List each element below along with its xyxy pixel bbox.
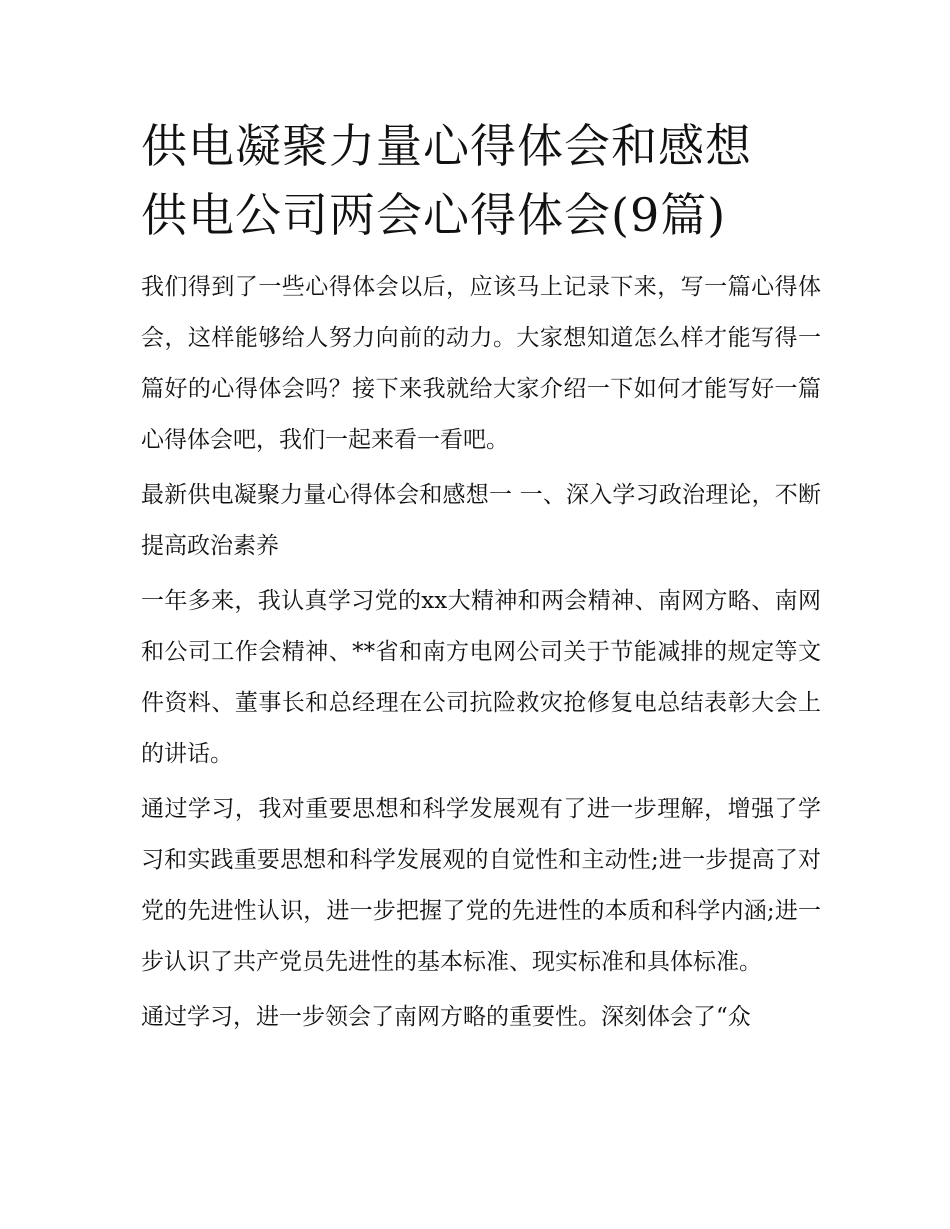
strategy-paragraph: 通过学习，进一步领会了南网方略的重要性。深刻体会了“众 bbox=[141, 1004, 751, 1030]
section-heading-paragraph: 最新供电凝聚力量心得体会和感想一 一、深入学习政治理论，不断提高政治素养 bbox=[141, 482, 821, 559]
document-title bbox=[141, 112, 821, 250]
study-paragraph: 一年多来，我认真学习党的xx大精神和两会精神、南网方略、南网和公司工作会精神、**省和南方电网公司关于节能减排的规定等文件资料、董事长和总经理在公司抗险救灾抢修复电总结表彰大会上的讲话。 bbox=[141, 588, 821, 767]
document-body bbox=[141, 112, 821, 1047]
title-line-2: 供电公司两会心得体会(9篇) bbox=[141, 188, 727, 242]
intro-paragraph: 我们得到了一些心得体会以后，应该马上记录下来，写一篇心得体会，这样能够给人努力向前的动力。大家想知道怎么样才能写得一篇好的心得体会吗？接下来我就给大家介绍一下如何才能写好一篇心得体会吧，我们一起来看一看吧。 bbox=[141, 274, 821, 453]
understanding-paragraph: 通过学习，我对重要思想和科学发展观有了进一步理解，增强了学习和实践重要思想和科学发展观的自觉性和主动性;进一步提高了对党的先进性认识，进一步把握了党的先进性的本质和科学内涵;进一步认识了共产党员先进性的基本标准、现实标准和具体标准。 bbox=[141, 796, 821, 975]
title-line-1: 供电凝聚力量心得体会和感想 bbox=[141, 119, 752, 173]
